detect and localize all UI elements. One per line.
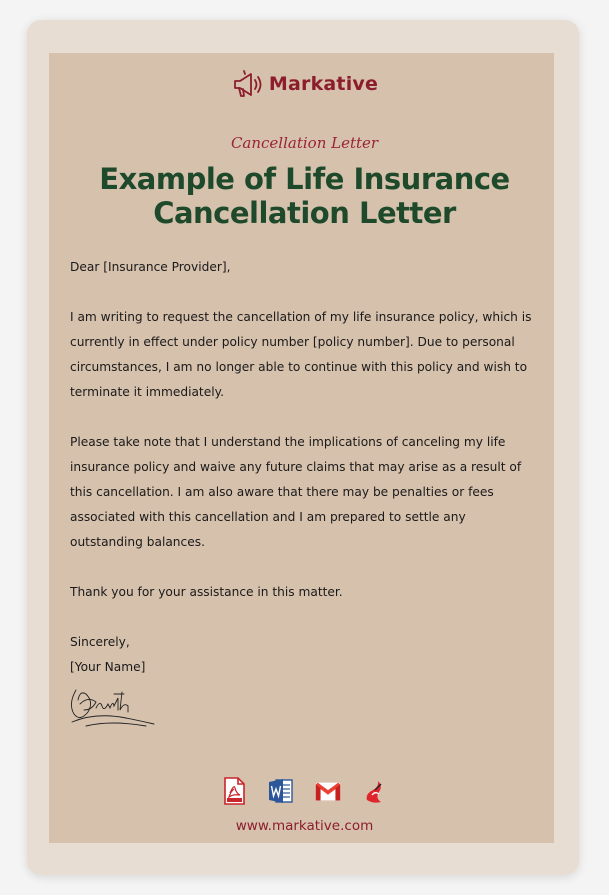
brand-name: Markative [268,73,379,95]
letter-subtitle: Cancellation Letter [230,134,379,152]
gmail-icon[interactable] [314,776,342,806]
page-title: Example of Life Insurance Cancellation Letter [99,162,510,230]
paragraph: Thank you for your assistance in this matter. [70,585,343,599]
salutation: Dear [Insurance Provider], [70,260,231,274]
megaphone-icon [231,68,265,100]
website-link[interactable]: www.markative.com [235,818,374,834]
letter-body [70,255,542,680]
download-options [0,776,609,808]
signer-name: [Your Name] [70,660,146,674]
signature [66,682,158,732]
paragraph: I am writing to request the cancellation of my life insurance policy, which is currently in effect under policy number [policy number]. Due to personal circumstances, I am no longer able to continue with this policy and wish to terminate it immediately. [70,310,532,399]
closing: Sincerely, [70,635,130,649]
brand-logo[interactable] [0,66,609,102]
word-icon[interactable] [267,776,295,806]
pdf-icon[interactable] [220,776,248,806]
adobe-icon[interactable] [361,776,389,806]
paragraph: Please take note that I understand the implications of canceling my life insurance policy and waive any future claims that may arise as a result of this cancellation. I am also aware that there may be penalties or fees associated with this cancellation and I am prepared to settle any outstanding balances. [70,435,522,549]
